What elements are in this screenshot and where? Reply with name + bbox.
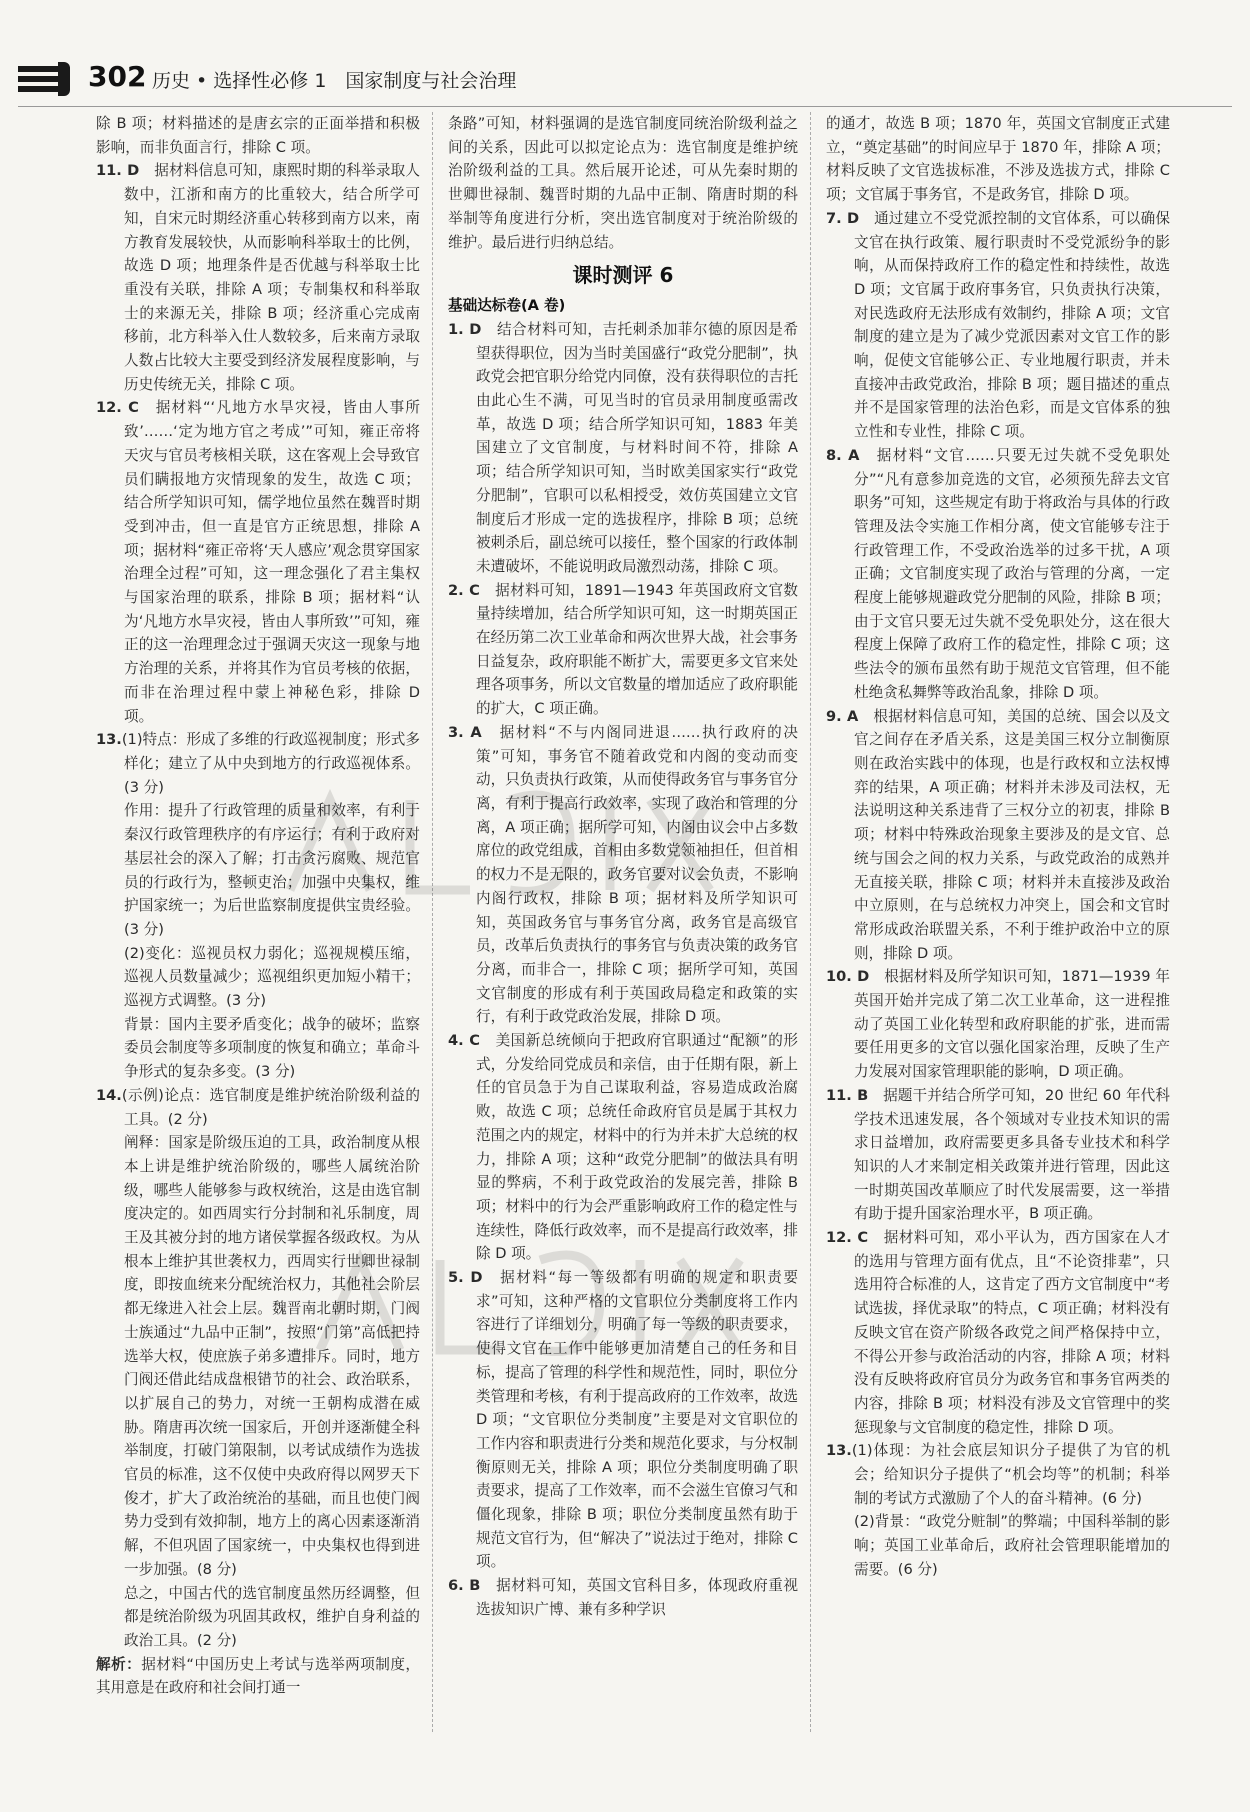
answer-text: 据材料可知，邓小平认为，西方国家在人才的选用与管理方面有优点，且“不论资排辈”，只选用符合标准的人，这肯定了西方文官制度中“考试选拔，择优录取”的特点，C 项正确；材料没有反映文官在资产阶级各政党之间严格保持中立，不得公开参与政治活动的内容，排除 A 项；材料没有反映将政府官员分为政务官和事务官两类的内容，排除 B 项；材料没有涉及文官管理中的奖惩现象与文官制度的稳定性，排除 D 项。 xyxy=(854,1229,1170,1436)
answer-item xyxy=(448,318,798,579)
column-1 xyxy=(96,112,420,1700)
answer-number: 5. D xyxy=(448,1269,483,1287)
book-title: 历史 • 选择性必修 1 国家制度与社会治理 xyxy=(152,70,517,92)
answer-number: 11. D xyxy=(96,162,140,180)
answer-number: 1. D xyxy=(448,320,482,338)
answer-subpoint: 背景：国内主要矛盾变化；战争的破坏；监察委员会制度等多项制度的恢复和确立；革命斗争形式的复杂多变。(3 分) xyxy=(124,1015,420,1081)
answer-text: 据材料“文官……只要无过失就不受免职处分”“凡有意参加竞选的文官，必须预先辞去文官职务”可知，这些规定有助于将政治与具体的行政管理及法令实施工作相分离，使文官能够专注于行政管理工作，不受政治选举的过多干扰，A 项正确；文官制度实现了政治与管理的分离，一定程度上能够规避政党分肥制的风险，排除 B 项；由于文官只要无过失就不受免职处分，这在很大程度上保障了政府工作的稳定性，排除 C 项；这些法令的颁布虽然有助于规范文官管理，但不能杜绝贪私舞弊等政治乱象，排除 D 项。 xyxy=(854,446,1171,701)
answer-number: 6. B xyxy=(448,1577,481,1595)
answer-number: 13. xyxy=(96,731,122,749)
subsection-title: 基础达标卷(A 卷) xyxy=(448,297,566,315)
answer-text: (示例)论点：选官制度是维护统治阶级利益的工具。(2 分) xyxy=(121,1086,420,1128)
answer-text: 结合材料可知，吉托刺杀加菲尔德的原因是希望获得职位，因为当时美国盛行“政党分肥制”，执政党会把官职分给党内同僚，没有获得职位的吉托由此心生不满，可见当时的官员录用制度亟需改革，故选 D 项；结合所学知识可知，1883 年美国建立了文官制度，与材料时间不符，排除 A 项；结合所学知识可知，当时欧美国家实行“政党分肥制”，官职可以私相授受，效仿英国建立文官制度后才形成一定的选拔程序，排除 B 项；总统被刺杀后，副总统可以接任，整个国家的行政体制未遭破坏，不能说明政局激烈动荡，排除 C 项。 xyxy=(476,320,798,575)
answer-item xyxy=(826,207,1170,444)
answer-item xyxy=(826,1226,1170,1439)
answer-continuation: 除 B 项；材料描述的是唐玄宗的正面举措和积极影响，而非负面言行，排除 C 项。 xyxy=(96,115,420,156)
header-rule xyxy=(18,106,1232,107)
header-book-icon xyxy=(18,66,64,100)
answer-number: 4. C xyxy=(448,1032,480,1050)
answer-number: 11. B xyxy=(826,1086,869,1104)
answer-subpoint: (2)变化：巡视员权力弱化；巡视规模压缩，巡视人员数量减少；巡视组织更加短小精干；巡视方式调整。(3 分) xyxy=(124,944,420,1010)
answer-subpoint: (2)背景：“政党分赃制”的弊端；中国科举制的影响；英国工业革命后，政府社会管理职能增加的需要。(6 分) xyxy=(854,1513,1170,1578)
answer-continuation: 的通才，故选 B 项；1870 年，英国文官制度正式建立，“奠定基础”的时间应早于 1870 年，排除 A 项；材料反映了文官选拔标准，不涉及选拔方式，排除 C 项；文官属于事务官，不是政务官，排除 D 项。 xyxy=(826,115,1170,204)
answer-item xyxy=(448,1266,798,1574)
column-3 xyxy=(826,112,1170,1582)
answer-item xyxy=(96,728,420,799)
answer-text: 据材料可知，英国文官科目多，体现政府重视选拔知识广博、兼有多种学识 xyxy=(476,1577,798,1618)
column-separator xyxy=(810,112,811,1732)
answer-text: 据题干并结合所学可知，20 世纪 60 年代科学技术迅速发展，各个领域对专业技术知识的需求日益增加，政府需要更多具备专业技术和科学知识的人才来制定相关政策并进行管理，因此这一时期英国改革顺应了时代发展需要，这一举措有助于提升国家治理水平，B 项正确。 xyxy=(854,1086,1170,1223)
answer-number: 13. xyxy=(826,1442,852,1460)
answer-text: 据材料“每一等级都有明确的规定和职责要求”可知，这种严格的文官职位分类制度将工作内容进行了详细划分，明确了每一等级的职责要求，使得文官在工作中能够更加清楚自己的任务和目标，提高了管理的科学性和规范性，同时，职位分类管理和考核，有利于提高政府的工作效率，故选 D 项；“文官职位分类制度”主要是对文官职位的工作内容和职责进行分类和规范化要求，与分权制衡原则无关，排除 A 项；职位分类制度明确了职责要求，提高了工作效率，而不会滋生官僚习气和僵化现象，排除 B 项；职位分类制度虽然有助于规范文官行为，但“解决了”说法过于绝对，排除 C 项。 xyxy=(476,1269,798,1571)
analysis-text: 据材料“中国历史上考试与选举两项制度，其用意是在政府和社会间打通一 xyxy=(96,1655,420,1697)
column-separator xyxy=(432,112,433,1732)
answer-number: 10. D xyxy=(826,968,870,986)
answer-text: (1)特点：形成了多维的行政巡视制度；形式多样化；建立了从中央到地方的行政巡视体系。(3 分) xyxy=(121,731,420,796)
answer-item xyxy=(826,1084,1170,1226)
answer-text: 根据材料及所学知识可知，1871—1939 年英国开始并完成了第二次工业革命，这一进程推动了英国工业化转型和政府职能的扩张，进而需要任用更多的文官以强化国家治理，反映了生产力发展对国家管理职能的影响，D 项正确。 xyxy=(854,968,1170,1081)
answer-subpoint: 作用：提升了行政管理的质量和效率，有利于秦汉行政管理秩序的有序运行；有利于政府对基层社会的深入了解；打击贪污腐败、规范官员的行政行为，整顿吏治；加强中央集权，维护国家统一；为后世监察制度提供宝贵经验。(3 分) xyxy=(124,802,420,938)
answer-item xyxy=(826,965,1170,1084)
answer-item xyxy=(448,721,798,1029)
answer-number: 3. A xyxy=(448,723,482,741)
answer-text: 根据材料信息可知，美国的总统、国会以及文官之间存在矛盾关系，这是美国三权分立制衡原则在政治实践中的体现，也是行政权和立法权博弈的结果，A 项正确；材料并未涉及司法权，无法说明这种关系违背了三权分立的初衷，排除 B 项；材料中特殊政治现象主要涉及的是文官、总统与国会之间的权力关系，与政党政治的成熟并无直接关联，排除 C 项；材料并未直接涉及政治中立原则，在与总统权力冲突上，国会和文官时常形成政治联盟关系，不利于维护政治中立的原则，排除 D 项。 xyxy=(854,707,1170,962)
analysis-paragraph xyxy=(96,1653,420,1700)
answer-number: 12. C xyxy=(96,399,139,417)
answer-item xyxy=(826,1439,1170,1510)
section-title: 课时测评 6 xyxy=(572,263,674,288)
answer-number: 7. D xyxy=(826,209,860,227)
answer-number: 9. A xyxy=(826,707,859,725)
page-number: 302 xyxy=(88,60,147,93)
answer-text: 通过建立不受党派控制的文官体系，可以确保文官在执行政策、履行职责时不受党派纷争的影响，从而保持政府工作的稳定性和持续性，故选 D 项；文官属于政府事务官，只负责执行决策，对民选政府无法形成有效制约，排除 A 项；文官制度的建立是为了减少党派因素对文官工作的影响，促使文官能够公正、专业地履行职责，并未直接冲击政党政治，排除 B 项；题目描述的重点并不是国家管理的法治色彩，而是文官体系的独立性和专业性，排除 C 项。 xyxy=(854,209,1170,441)
page-header xyxy=(18,54,1232,104)
answer-text: (1)体现：为社会底层知识分子提供了为官的机会；给知识分子提供了“机会均等”的机制；科举制的考试方式激励了个人的奋斗精神。(6 分) xyxy=(851,1442,1170,1507)
answer-item xyxy=(96,396,420,728)
answer-item xyxy=(448,579,798,721)
answer-number: 14. xyxy=(96,1086,122,1104)
answer-text: 据材料可知，1891—1943 年英国政府文官数量持续增加，结合所学知识可知，这一时期英国正在经历第二次工业革命和两次世界大战，社会事务日益复杂，政府职能不断扩大，需要更多文官来处理各项事务，所以文官数量的增加适应了政府职能的扩大，C 项正确。 xyxy=(476,581,798,718)
answer-text: 美国新总统倾向于把政府官职通过“配额”的形式，分发给同党成员和亲信，由于任期有限，新上任的官员急于为自己谋取利益，容易造成政治腐败，故选 C 项；总统任命政府官员是属于其权力范围之内的规定，材料中的行为并未扩大总统的权力，排除 A 项；这种“政党分肥制”的做法具有明显的弊病，不利于政党政治的发展完善，排除 B 项；材料中的行为会严重影响政府工作的稳定性与连续性，降低行政效率，而不是提高行政效率，排除 D 项。 xyxy=(476,1032,798,1263)
answer-item xyxy=(448,1029,798,1266)
answer-subpoint: 阐释：国家是阶级压迫的工具，政治制度从根本上讲是维护统治阶级的，哪些人属统治阶级，哪些人能够参与政权统治，这是由选官制度决定的。如西周实行分封制和礼乐制度，周王及其被分封的地方诸侯掌握各级政权。为从根本上维护其世袭权力，西周实行世卿世禄制度，即按血统来分配统治权力，其他社会阶层都无缘进入社会上层。魏晋南北朝时期，门阀士族通过“九品中正制”，按照“门第”高低把持选举大权，使庶族子弟多遭排斥。同时，地方门阀还借此结成盘根错节的社会、政治联系，以扩展自己的势力，对统一王朝构成潜在威胁。隋唐再次统一国家后，开创并逐渐健全科举制度，打破门第限制，以考试成绩作为选拔官员的标准，这不仅使中央政府得以网罗天下俊才，扩大了政治统治的基础，而且也使门阀势力受到有效抑制，地方上的离心因素逐渐消解，不但巩固了国家统一，中央集权也得到进一步加强。(8 分) xyxy=(124,1134,420,1578)
answer-number: 12. C xyxy=(826,1229,869,1247)
answer-number: 8. A xyxy=(826,446,860,464)
analysis-label: 解析： xyxy=(96,1655,142,1673)
answer-subpoint: 总之，中国古代的选官制度虽然历经调整，但都是统治阶级为巩固其政权，维护自身利益的政治工具。(2 分) xyxy=(124,1584,420,1649)
answer-number: 2. C xyxy=(448,581,480,599)
answer-item xyxy=(826,705,1170,966)
answer-item xyxy=(826,444,1170,705)
answer-item xyxy=(96,1084,420,1131)
answer-text: 据材料信息可知，康熙时期的科举录取人数中，江浙和南方的比重较大，结合所学可知，自宋元时期经济重心转移到南方以来，南方教育发展较快，从而影响科举取士的比例，故选 D 项；地理条件是否优越与科举取士比重没有关联，排除 A 项；专制集权和科举取士的来源无关，排除 B 项；经济重心完成南移前，北方科举入仕人数较多，后来南方录取人数占比较大主要受到经济发展程度影响，与历史传统无关，排除 C 项。 xyxy=(124,162,420,393)
answer-text: 据材料“不与内阁同进退……执行政府的决策”可知，事务官不随着政党和内阁的变动而变动，只负责执行政策，从而使得政务官与事务官分离，有利于提高行政效率，实现了政治和管理的分离，A 项正确；据所学可知，内阁由议会中占多数席位的政党组成，首相由多数党领袖担任，但首相的权力不是无限的，政务官要对议会负责，不影响内阁行政权，排除 B 项；据材料及所学知识可知，英国政务官与事务官分离，政务官是高级官员，改革后负责执行的事务官与负责决策的政务官分离，而非合一，排除 C 项；据所学可知，英国文官制度的形成有利于英国政局稳定和政策的实行，有利于政党政治发展，排除 D 项。 xyxy=(476,723,798,1026)
answer-text: 据材料“‘凡地方水旱灾祲，皆由人事所致’……‘定为地方官之考成’”可知，雍正帝将天灾与官员考核相关联，这在客观上会导致官员们瞒报地方灾情现象的发生，故选 C 项；结合所学知识可知，儒学地位虽然在魏晋时期受到冲击，但一直是官方正统思想，排除 A 项；据材料“雍正帝将‘天人感应’观念贯穿国家治理全过程”可知，这一理念强化了君主集权与国家治理的联系，排除 B 项；据材料“认为‘凡地方水旱灾祲，皆由人事所致’”可知，雍正的这一治理理念过于强调天灾这一现象与地方治理的关系，并将其作为官员考核的依据，而非在治理过程中蒙上神秘色彩，排除 D 项。 xyxy=(124,399,420,725)
answer-continuation: 条路”可知，材料强调的是选官制度同统治阶级利益之间的关系，因此可以拟定论点为：选官制度是维护统治阶级利益的工具。然后展开论述，可从先秦时期的世卿世禄制、魏晋时期的九品中正制、隋唐时期的科举制等角度进行分析，突出选官制度对于统治阶级的维护。最后进行归纳总结。 xyxy=(448,115,798,251)
answer-item xyxy=(448,1574,798,1621)
column-2 xyxy=(448,112,798,1622)
answer-item xyxy=(96,159,420,396)
